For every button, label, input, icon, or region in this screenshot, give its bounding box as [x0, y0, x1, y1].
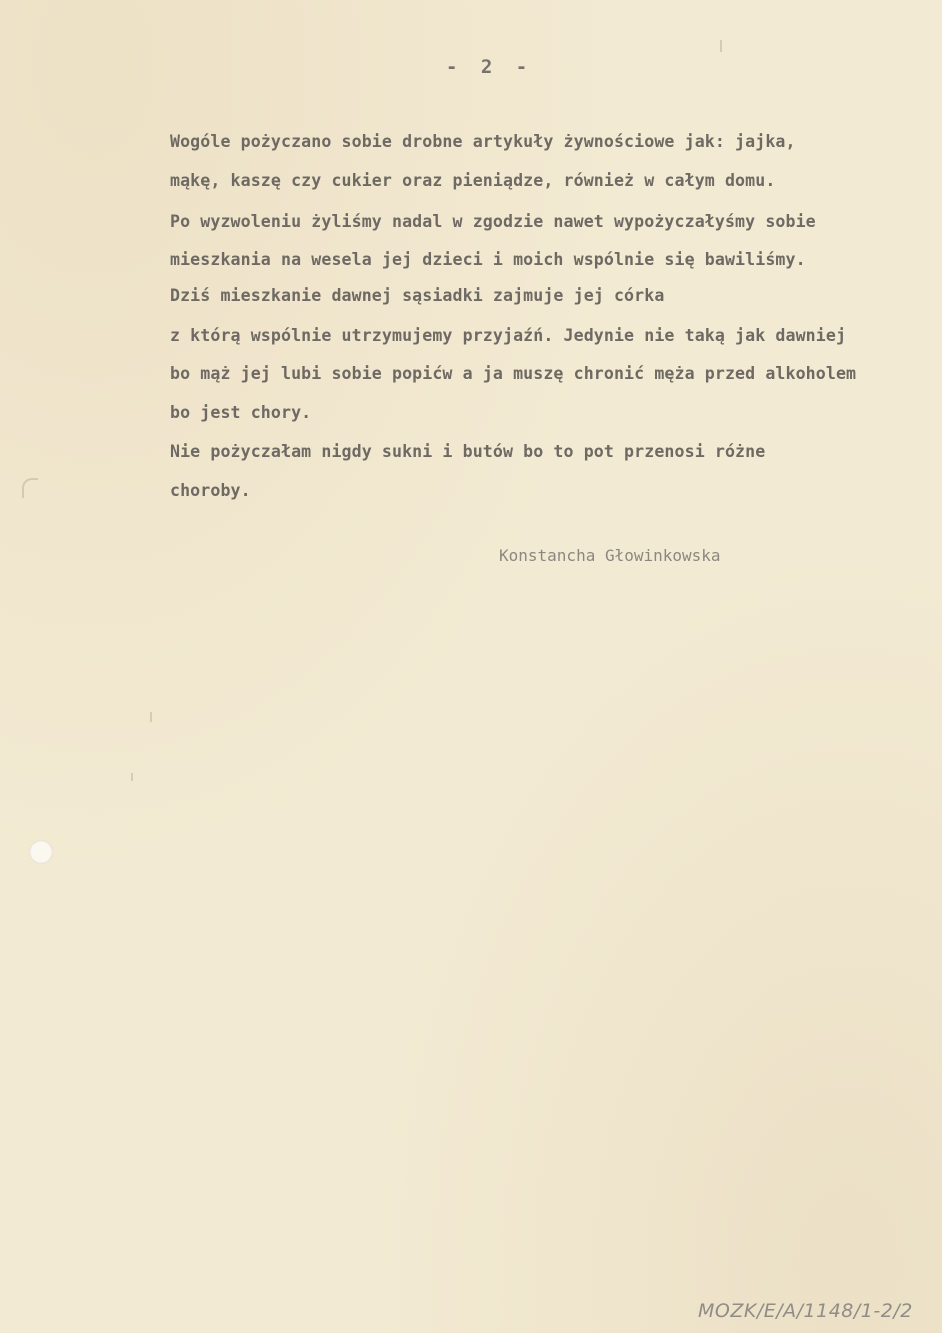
text-line: Dziś mieszkanie dawnej sąsiadki zajmuje jej córka — [170, 286, 665, 305]
text-line: Wogóle pożyczano sobie drobne artykuły żywnościowe jak: jajka, — [170, 132, 796, 151]
text-line: Nie pożyczałam nigdy sukni i butów bo to pot przenosi różne — [170, 442, 766, 461]
archive-reference: MOZK/E/A/1148/1-2/2 — [698, 1300, 913, 1322]
signature: Konstancha Głowinkowska — [499, 546, 721, 565]
paper-speck — [131, 773, 133, 781]
text-line: bo mąż jej lubi sobie popićw a ja muszę chronić męża przed alkoholem — [170, 364, 857, 383]
letter-body — [170, 132, 942, 522]
text-line: choroby. — [170, 481, 251, 500]
paper-speck — [150, 712, 152, 722]
text-line: bo jest chory. — [170, 403, 312, 422]
text-line: Po wyzwoleniu żyliśmy nadal w zgodzie nawet wypożyczałyśmy sobie — [170, 212, 816, 231]
paper-edge-mark — [22, 478, 38, 498]
punch-hole — [29, 840, 53, 864]
text-line: z którą wspólnie utrzymujemy przyjaźń. Jedynie nie taką jak dawniej — [170, 326, 847, 345]
text-line: mąkę, kaszę czy cukier oraz pieniądze, również w całym domu. — [170, 171, 776, 190]
text-line: mieszkania na wesela jej dzieci i moich wspólnie się bawiliśmy. — [170, 250, 806, 269]
paper-speck — [720, 40, 722, 52]
page-number: - 2 - — [446, 56, 534, 78]
